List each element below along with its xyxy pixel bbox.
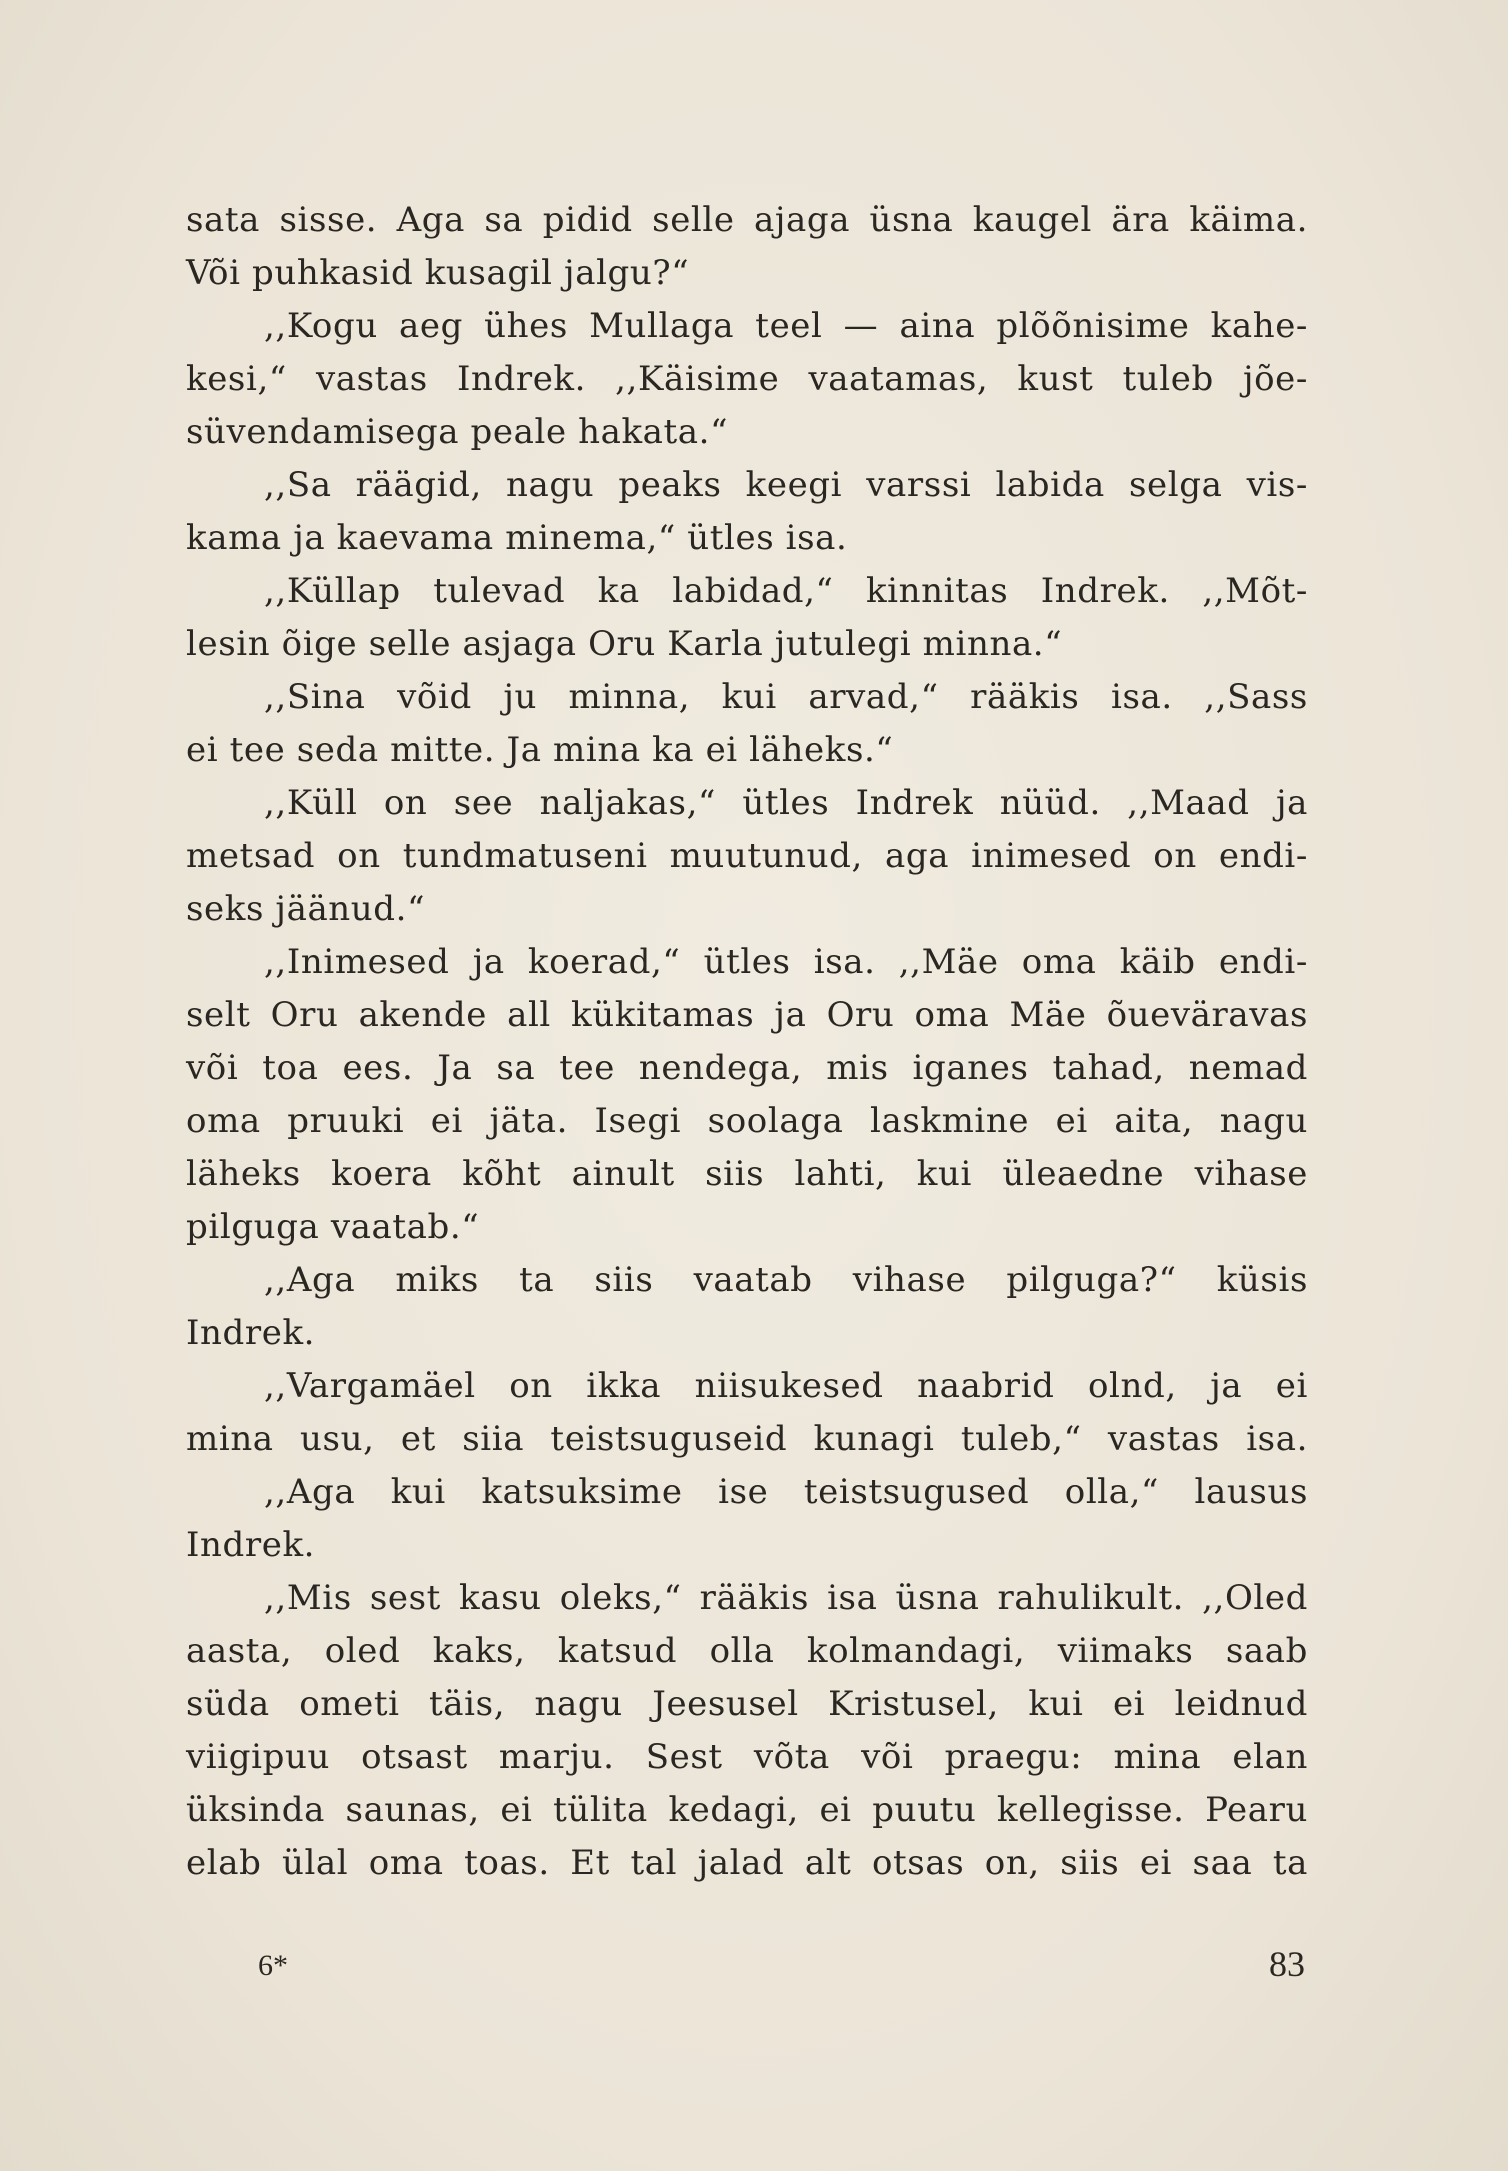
text-line: ,,Mis sest kasu oleks,“ rääkis isa üsna rahulikult. ,,Oled bbox=[264, 1578, 1308, 1618]
text-line: pilguga vaatab.“ bbox=[186, 1207, 480, 1247]
text-line: kama ja kaevama minema,“ ütles isa. bbox=[186, 518, 848, 558]
text-line: ,,Sa räägid, nagu peaks keegi varssi labida selga vis- bbox=[264, 465, 1308, 505]
text-line: ,,Sina võid ju minna, kui arvad,“ rääkis isa. ,,Sass bbox=[264, 677, 1308, 717]
text-line: seks jäänud.“ bbox=[186, 889, 426, 929]
text-line: ,,Aga kui katsuksime ise teistsugused olla,“ lausus bbox=[264, 1472, 1308, 1512]
text-line: Indrek. bbox=[186, 1525, 316, 1565]
text-line: viigipuu otsast marju. Sest võta või praegu: mina elan bbox=[186, 1737, 1308, 1777]
text-line: läheks koera kõht ainult siis lahti, kui üleaedne vihase bbox=[186, 1154, 1308, 1194]
text-line: ,,Kogu aeg ühes Mullaga teel — aina plõõnisime kahe- bbox=[264, 306, 1308, 346]
signature-mark: 6* bbox=[258, 1949, 288, 1982]
text-line: oma pruuki ei jäta. Isegi soolaga laskmine ei aita, nagu bbox=[186, 1101, 1308, 1141]
text-line: süda ometi täis, nagu Jeesusel Kristusel, kui ei leidnud bbox=[186, 1684, 1308, 1724]
text-line: kesi,“ vastas Indrek. ,,Käisime vaatamas, kust tuleb jõe- bbox=[186, 359, 1308, 399]
text-line: üksinda saunas, ei tülita kedagi, ei puutu kellegisse. Pearu bbox=[186, 1790, 1308, 1830]
text-line: metsad on tundmatuseni muutunud, aga inimesed on endi- bbox=[186, 836, 1308, 876]
text-line: Või puhkasid kusagil jalgu?“ bbox=[186, 253, 690, 293]
text-line: sata sisse. Aga sa pidid selle ajaga üsna kaugel ära käima. bbox=[186, 200, 1308, 240]
text-line: elab ülal oma toas. Et tal jalad alt otsas on, siis ei saa ta bbox=[186, 1843, 1308, 1883]
text-line: ei tee seda mitte. Ja mina ka ei läheks.“ bbox=[186, 730, 894, 770]
text-line: ,,Aga miks ta siis vaatab vihase pilguga?“ küsis bbox=[264, 1260, 1308, 1300]
text-line: aasta, oled kaks, katsud olla kolmandagi, viimaks saab bbox=[186, 1631, 1308, 1671]
text-line: või toa ees. Ja sa tee nendega, mis iganes tahad, nemad bbox=[186, 1048, 1308, 1088]
text-line: süvendamisega peale hakata.“ bbox=[186, 412, 729, 452]
text-line: lesin õige selle asjaga Oru Karla jutulegi minna.“ bbox=[186, 624, 1063, 664]
text-line: mina usu, et siia teistsuguseid kunagi tuleb,“ vastas isa. bbox=[186, 1419, 1308, 1459]
text-line: ,,Küll on see naljakas,“ ütles Indrek nüüd. ,,Maad ja bbox=[264, 783, 1308, 823]
page-number: 83 bbox=[1269, 1944, 1305, 1984]
text-line: ,,Inimesed ja koerad,“ ütles isa. ,,Mäe oma käib endi- bbox=[264, 942, 1308, 982]
text-line: Indrek. bbox=[186, 1313, 316, 1353]
text-line: ,,Küllap tulevad ka labidad,“ kinnitas Indrek. ,,Mõt- bbox=[264, 571, 1308, 611]
text-line: selt Oru akende all kükitamas ja Oru oma Mäe õueväravas bbox=[186, 995, 1308, 1035]
text-line: ,,Vargamäel on ikka niisukesed naabrid olnd, ja ei bbox=[264, 1366, 1308, 1406]
